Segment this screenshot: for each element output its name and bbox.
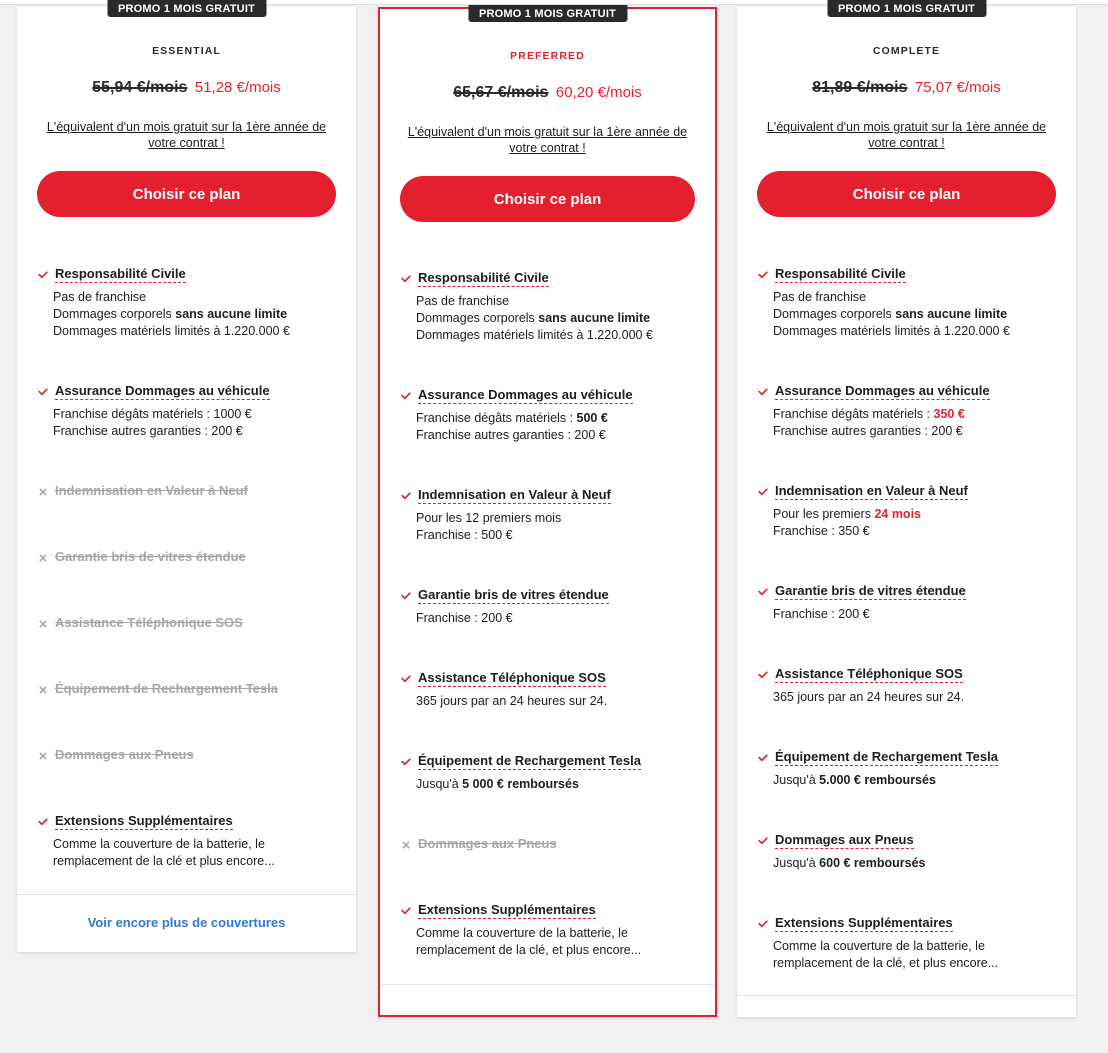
old-price: 81,89 €/mois	[812, 79, 908, 96]
text-segment: remplacement de la clé, et plus encore...	[416, 943, 642, 957]
text-segment: Pour les 12 premiers mois	[416, 511, 562, 525]
feature-title[interactable]: Assurance Dommages au véhicule	[775, 383, 990, 398]
text-segment: Pour les premiers	[773, 507, 875, 521]
feature-title[interactable]: Extensions Supplémentaires	[775, 915, 953, 930]
plan-card-complete	[737, 3, 1076, 1017]
feature-description-line	[416, 310, 708, 327]
highlight-value: 350 €	[933, 407, 965, 421]
check-icon	[400, 756, 412, 768]
promo-note-link[interactable]: L'équivalent d'un mois gratuit sur la 1ère année de votre contrat !	[766, 120, 1047, 150]
check-icon	[37, 269, 49, 281]
feature-description-line	[773, 955, 1065, 972]
text-segment: Dommages matériels limités à 1.220.000 €	[773, 324, 1010, 338]
feature-description-line	[416, 293, 708, 310]
feature-description-line	[53, 289, 345, 306]
bold-value: 500 €	[576, 411, 608, 425]
new-price: 60,20 €/mois	[555, 84, 642, 101]
feature-title[interactable]: Garantie bris de vitres étendue	[775, 583, 966, 598]
feature-title[interactable]: Équipement de Rechargement Tesla	[775, 749, 998, 764]
text-segment: Comme la couverture de la batterie, le	[773, 939, 985, 953]
text-segment: remplacement de la clé, et plus encore...	[773, 956, 999, 970]
bold-value: sans aucune limite	[175, 307, 288, 321]
feature-description	[773, 606, 1065, 623]
feature-description-line	[416, 510, 708, 527]
old-price: 65,67 €/mois	[453, 84, 549, 101]
feature-title: Indemnisation en Valeur à Neuf	[55, 483, 248, 498]
check-icon	[757, 269, 769, 281]
text-segment: Pas de franchise	[53, 290, 147, 304]
feature-description-line	[53, 836, 345, 853]
check-icon	[37, 386, 49, 398]
feature-title: Garantie bris de vitres étendue	[55, 549, 246, 564]
text-segment: Dommages corporels	[773, 307, 896, 321]
text-segment: Dommages matériels limités à 1.220.000 €	[53, 324, 290, 338]
feature-description-line	[416, 776, 708, 793]
feature-description	[416, 410, 708, 444]
cross-icon	[37, 618, 49, 630]
check-icon	[400, 590, 412, 602]
plan-price	[380, 84, 715, 102]
text-segment: Franchise : 350 €	[773, 524, 870, 538]
feature-title: Assistance Téléphonique SOS	[55, 615, 243, 630]
text-segment: Franchise autres garanties : 200 €	[773, 424, 963, 438]
check-icon	[757, 752, 769, 764]
feature-title[interactable]: Équipement de Rechargement Tesla	[418, 753, 641, 768]
bold-value: 5 000 € remboursés	[462, 777, 579, 791]
feature-description-line	[416, 925, 708, 942]
text-segment: Dommages matériels limités à 1.220.000 €	[416, 328, 653, 342]
plan-price	[737, 79, 1076, 97]
feature-description-line	[773, 289, 1065, 306]
feature-description-line	[773, 855, 1065, 872]
text-segment: Franchise : 500 €	[416, 528, 513, 542]
text-segment: Franchise autres garanties : 200 €	[416, 428, 606, 442]
cross-icon	[37, 552, 49, 564]
feature-description	[773, 938, 1065, 972]
feature-description-line	[773, 938, 1065, 955]
new-price: 75,07 €/mois	[914, 79, 1001, 96]
check-icon	[757, 669, 769, 681]
feature-description	[773, 289, 1065, 340]
plan-tier-name: ESSENTIAL	[152, 45, 221, 57]
check-icon	[757, 918, 769, 930]
feature-title[interactable]: Extensions Supplémentaires	[55, 813, 233, 828]
feature-title[interactable]: Extensions Supplémentaires	[418, 902, 596, 917]
feature-description	[773, 506, 1065, 540]
feature-description	[416, 925, 708, 959]
feature-description-line	[773, 323, 1065, 340]
text-segment: Franchise dégâts matériels :	[773, 407, 934, 421]
see-more-coverage-link[interactable]: Voir encore plus de couvertures	[87, 915, 286, 930]
promo-badge: PROMO 1 MOIS GRATUIT	[107, 0, 266, 17]
card-footer	[737, 995, 1076, 1053]
choose-plan-button[interactable]: Choisir ce plan	[37, 171, 336, 217]
text-segment: Dommages corporels	[416, 311, 539, 325]
plan-card-preferred	[378, 7, 717, 1017]
feature-description	[53, 289, 345, 340]
feature-description-line	[416, 527, 708, 544]
bold-value: 5.000 € remboursés	[819, 773, 936, 787]
text-segment: Franchise autres garanties : 200 €	[53, 424, 243, 438]
cross-icon	[37, 684, 49, 696]
feature-description	[773, 772, 1065, 789]
feature-description	[773, 855, 1065, 872]
check-icon	[757, 486, 769, 498]
feature-title: Dommages aux Pneus	[55, 747, 194, 762]
feature-description	[416, 776, 708, 793]
text-segment: Jusqu'à	[773, 856, 820, 870]
feature-description-line	[773, 306, 1065, 323]
feature-description-line	[416, 327, 708, 344]
text-segment: 365 jours par an 24 heures sur 24.	[773, 690, 965, 704]
feature-description	[416, 610, 708, 627]
text-segment: Pas de franchise	[773, 290, 867, 304]
text-segment: Pas de franchise	[416, 294, 510, 308]
feature-title[interactable]: Responsabilité Civile	[55, 266, 186, 281]
check-icon	[400, 673, 412, 685]
feature-description-line	[416, 942, 708, 959]
check-icon	[37, 816, 49, 828]
highlight-value: 24 mois	[874, 507, 921, 521]
text-segment: remplacement de la clé et plus encore...	[53, 854, 275, 868]
check-icon	[400, 390, 412, 402]
feature-title[interactable]: Responsabilité Civile	[418, 270, 549, 285]
plan-price	[17, 79, 356, 97]
check-icon	[400, 273, 412, 285]
bold-value: sans aucune limite	[895, 307, 1008, 321]
text-segment: Comme la couverture de la batterie, le	[416, 926, 628, 940]
choose-plan-button[interactable]: Choisir ce plan	[400, 176, 695, 222]
feature-description-line	[416, 410, 708, 427]
feature-description	[53, 836, 345, 870]
card-footer	[380, 984, 715, 1042]
text-segment: Jusqu'à	[416, 777, 463, 791]
feature-title[interactable]: Assistance Téléphonique SOS	[775, 666, 963, 681]
check-icon	[400, 490, 412, 502]
feature-title: Équipement de Rechargement Tesla	[55, 681, 278, 696]
card-footer	[17, 894, 356, 952]
feature-title[interactable]: Indemnisation en Valeur à Neuf	[775, 483, 968, 498]
old-price: 55,94 €/mois	[92, 79, 188, 96]
check-icon	[400, 905, 412, 917]
feature-title[interactable]: Assistance Téléphonique SOS	[418, 670, 606, 685]
plan-card-essential	[17, 3, 356, 952]
feature-description	[416, 693, 708, 710]
feature-description-line	[53, 306, 345, 323]
feature-description-line	[416, 610, 708, 627]
check-icon	[757, 835, 769, 847]
feature-description-line	[773, 406, 1065, 423]
text-segment: Franchise : 200 €	[773, 607, 870, 621]
text-segment: Comme la couverture de la batterie, le	[53, 837, 265, 851]
promo-note-link[interactable]: L'équivalent d'un mois gratuit sur la 1ère année de votre contrat !	[407, 125, 688, 155]
feature-description-line	[773, 423, 1065, 440]
promo-badge: PROMO 1 MOIS GRATUIT	[827, 0, 986, 17]
feature-title[interactable]: Dommages aux Pneus	[775, 832, 914, 847]
check-icon	[757, 386, 769, 398]
feature-description-line	[53, 423, 345, 440]
text-segment: Jusqu'à	[773, 773, 820, 787]
feature-title: Dommages aux Pneus	[418, 836, 557, 851]
feature-description	[416, 293, 708, 344]
feature-description-line	[773, 772, 1065, 789]
text-segment: Franchise dégâts matériels : 1000 €	[53, 407, 252, 421]
feature-description	[53, 406, 345, 440]
promo-badge: PROMO 1 MOIS GRATUIT	[468, 5, 627, 22]
choose-plan-button[interactable]: Choisir ce plan	[757, 171, 1056, 217]
feature-description-line	[773, 523, 1065, 540]
feature-title[interactable]: Assurance Dommages au véhicule	[418, 387, 633, 402]
feature-title[interactable]: Assurance Dommages au véhicule	[55, 383, 270, 398]
feature-description	[416, 510, 708, 544]
new-price: 51,28 €/mois	[194, 79, 281, 96]
feature-description-line	[773, 606, 1065, 623]
feature-title[interactable]: Garantie bris de vitres étendue	[418, 587, 609, 602]
feature-description-line	[53, 853, 345, 870]
cross-icon	[400, 839, 412, 851]
feature-description-line	[416, 693, 708, 710]
feature-description-line	[773, 506, 1065, 523]
feature-title[interactable]: Responsabilité Civile	[775, 266, 906, 281]
feature-title[interactable]: Indemnisation en Valeur à Neuf	[418, 487, 611, 502]
feature-description-line	[53, 406, 345, 423]
text-segment: 365 jours par an 24 heures sur 24.	[416, 694, 608, 708]
bold-value: sans aucune limite	[538, 311, 651, 325]
cross-icon	[37, 750, 49, 762]
feature-description-line	[773, 689, 1065, 706]
feature-description-line	[53, 323, 345, 340]
feature-description	[773, 689, 1065, 706]
text-segment: Franchise dégâts matériels :	[416, 411, 577, 425]
text-segment: Franchise : 200 €	[416, 611, 513, 625]
feature-description-line	[416, 427, 708, 444]
plan-tier-name: COMPLETE	[872, 45, 941, 57]
promo-note-link[interactable]: L'équivalent d'un mois gratuit sur la 1ère année de votre contrat !	[46, 120, 327, 150]
text-segment: Dommages corporels	[53, 307, 176, 321]
feature-description	[773, 406, 1065, 440]
bold-value: 600 € remboursés	[819, 856, 926, 870]
cross-icon	[37, 486, 49, 498]
check-icon	[757, 586, 769, 598]
plan-tier-name: PREFERRED	[510, 50, 585, 62]
